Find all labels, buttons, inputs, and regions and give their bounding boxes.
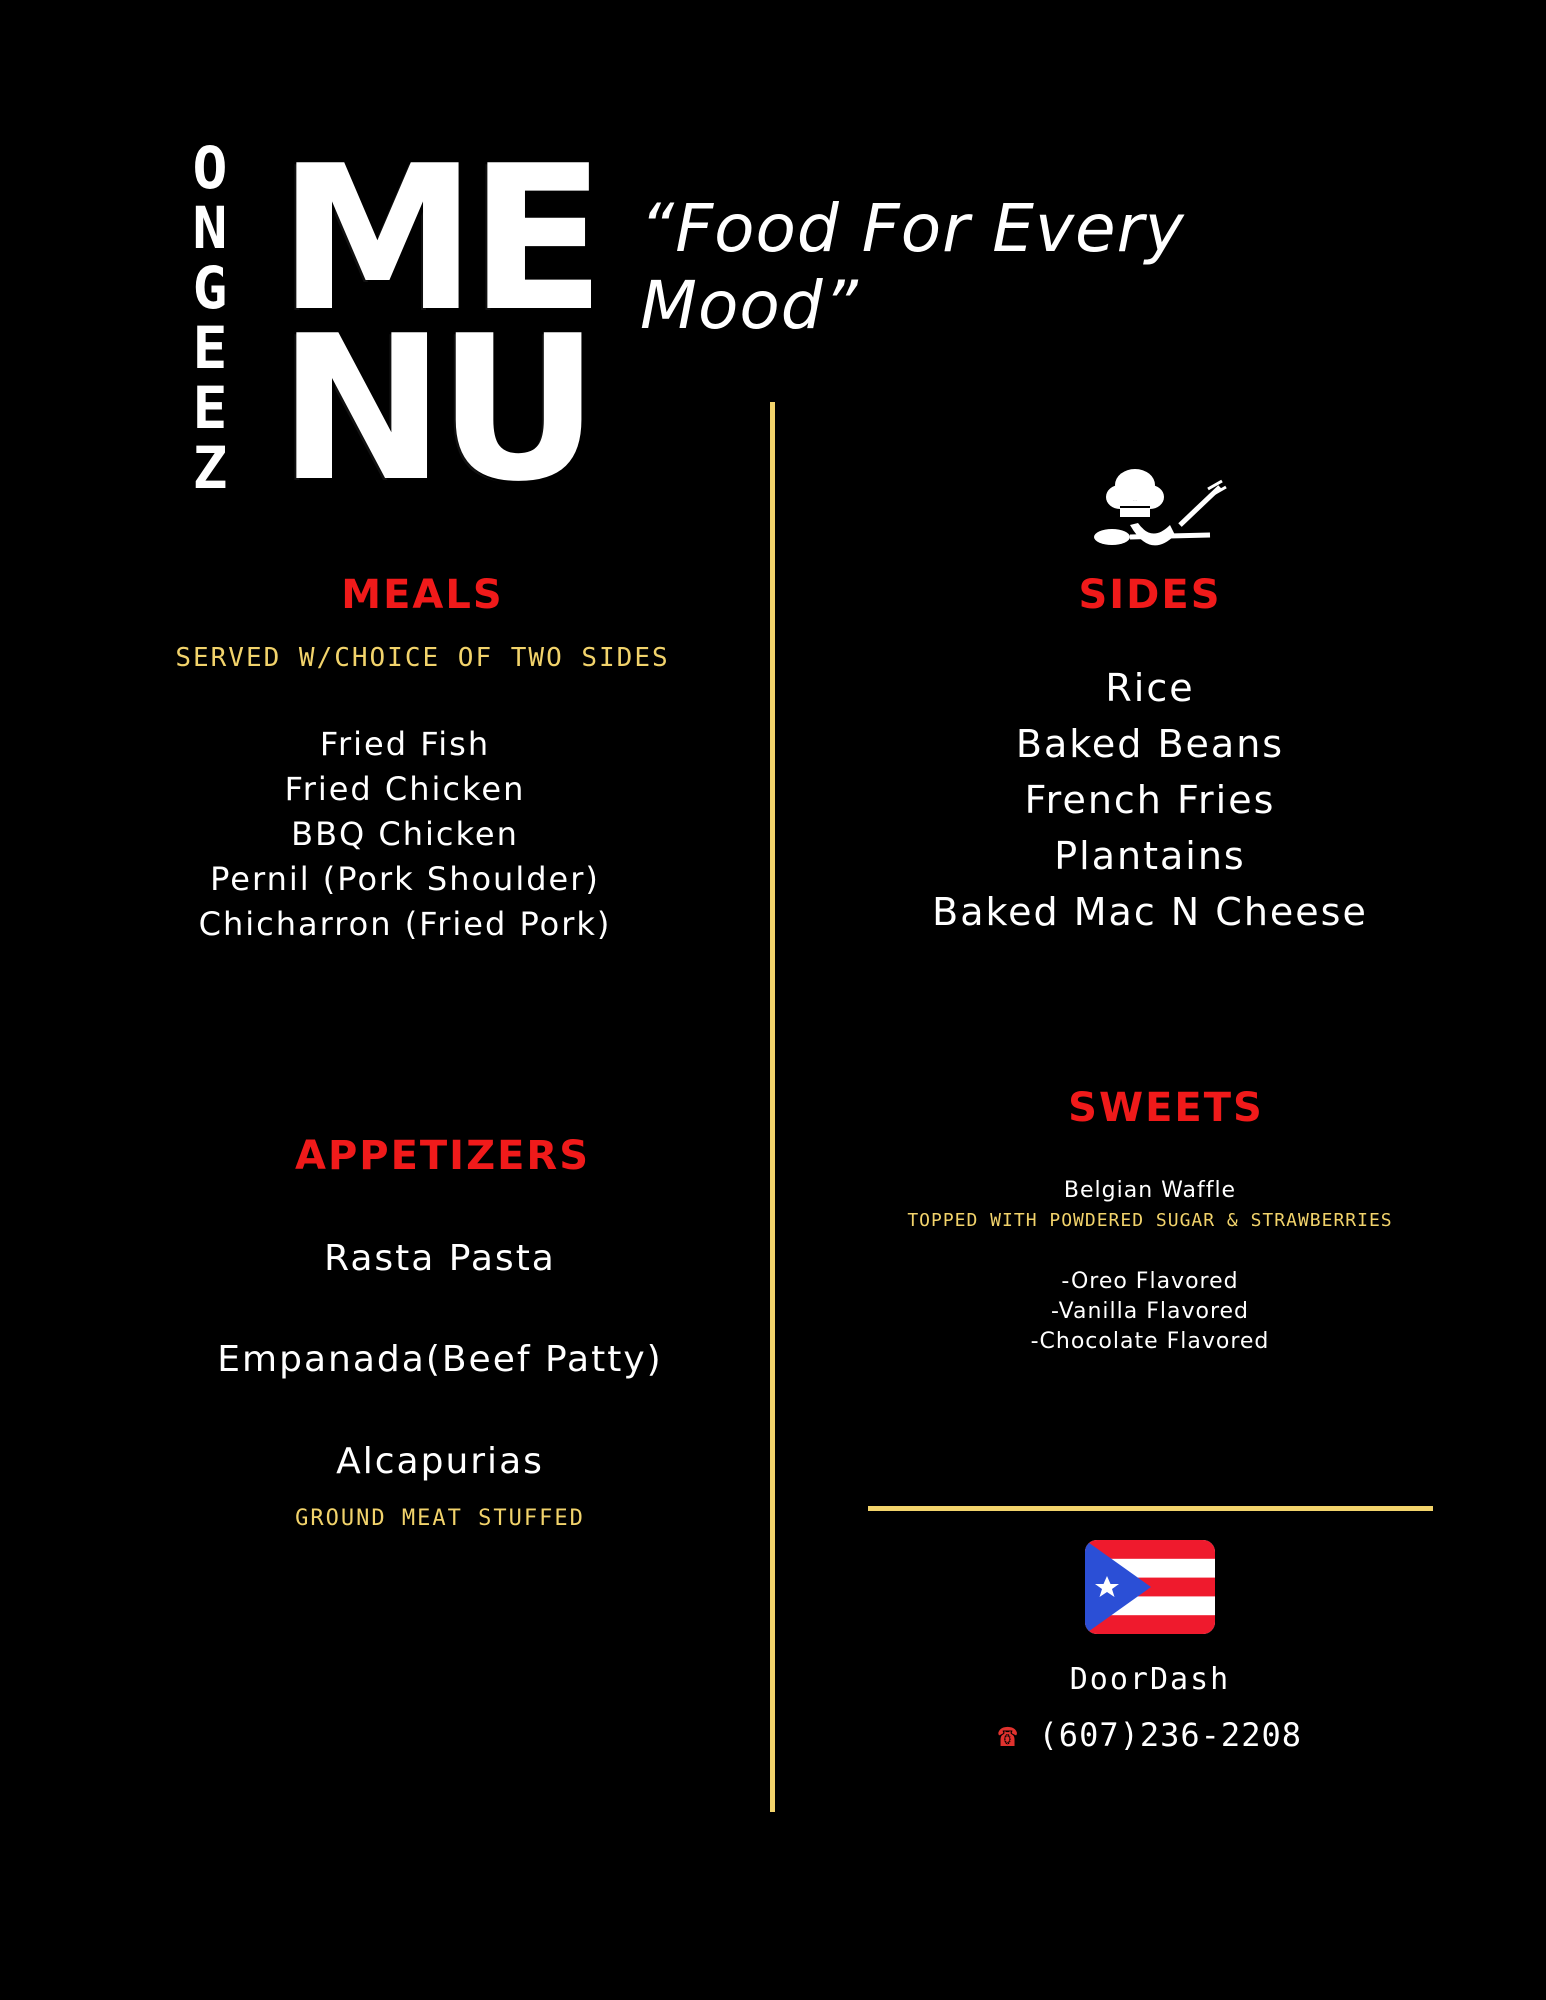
appetizer-item: Rasta Pasta [324, 1238, 556, 1279]
tagline: “Food For Every Mood” [640, 190, 1185, 344]
vertical-divider [770, 402, 775, 1812]
list-item: -Chocolate Flavored [1030, 1329, 1270, 1354]
meals-note: SERVED W/CHOICE OF TWO SIDES [175, 643, 670, 673]
brand-letter: N [192, 194, 228, 262]
phone-number: (607)236-2208 [1038, 1716, 1302, 1754]
list-item: Baked Beans [1015, 722, 1285, 766]
sides-title: SIDES [1078, 572, 1222, 618]
list-item: -Oreo Flavored [1061, 1269, 1239, 1294]
telephone-icon: ☎ [998, 1716, 1019, 1754]
appetizer-item: Alcapurias [336, 1441, 544, 1482]
appetizers-title: APPETIZERS [294, 1133, 591, 1179]
brand-letter: E [192, 374, 228, 442]
list-item: Rice [1105, 666, 1195, 710]
brand-letter: E [192, 314, 228, 382]
list-item: BBQ Chicken [291, 815, 519, 853]
chef-hat-icon [1090, 465, 1230, 565]
list-item: French Fries [1024, 778, 1276, 822]
puerto-rico-flag-icon [1085, 1540, 1215, 1634]
sweets-item: Belgian Waffle [1063, 1178, 1237, 1203]
brand-letter: Z [192, 434, 228, 502]
brand-letter: G [192, 254, 228, 322]
delivery-service: DoorDash [1069, 1662, 1231, 1697]
list-item: Fried Fish [319, 725, 491, 763]
phone-line [860, 1716, 1440, 1754]
meals-title: MEALS [341, 572, 504, 618]
sweets-flavors [860, 1267, 1440, 1357]
sweets-note: TOPPED WITH POWDERED SUGAR & STRAWBERRIES [907, 1210, 1393, 1231]
brand-vertical-text [180, 134, 240, 502]
appetizer-note: GROUND MEAT STUFFED [295, 1506, 585, 1531]
sides-list [860, 660, 1440, 940]
meals-list [120, 722, 690, 947]
list-item: Baked Mac N Cheese [932, 890, 1368, 934]
appetizer-item: Empanada(Beef Patty) [217, 1339, 663, 1380]
list-item: Pernil (Pork Shoulder) [210, 860, 600, 898]
list-item: Plantains [1054, 834, 1246, 878]
menu-title-line2: NU [278, 293, 592, 526]
list-item: -Vanilla Flavored [1050, 1299, 1250, 1324]
list-item: Fried Chicken [284, 770, 526, 808]
brand-letter: O [192, 134, 228, 202]
horizontal-divider [868, 1506, 1433, 1511]
sweets-title: SWEETS [1068, 1085, 1264, 1131]
list-item: Chicharron (Fried Pork) [198, 905, 612, 943]
menu-title-line1: ME [278, 123, 598, 356]
